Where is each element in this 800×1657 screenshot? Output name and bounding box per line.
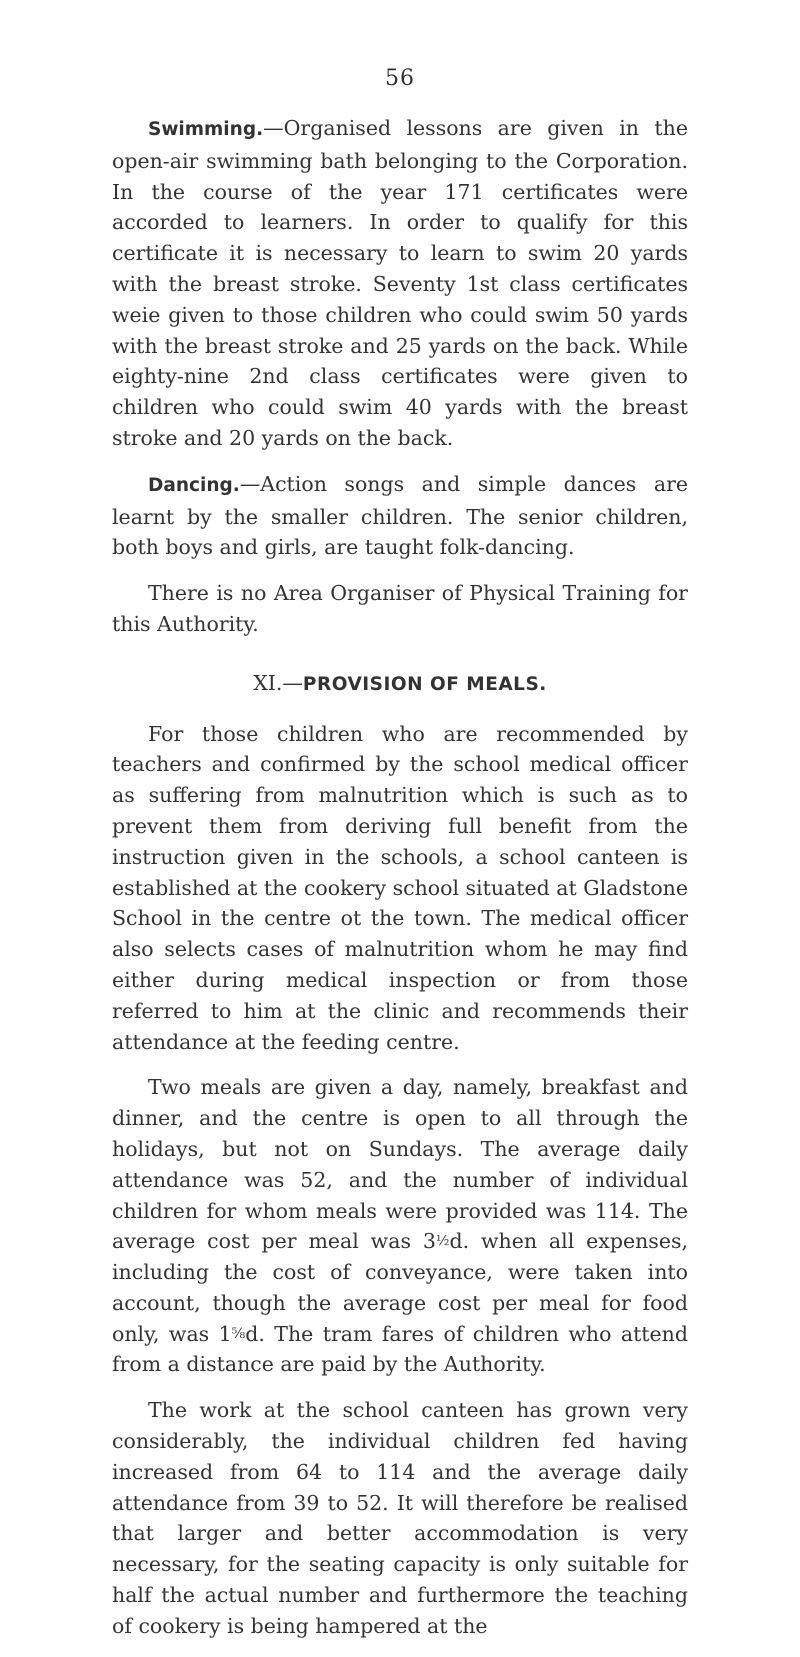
section-heading [112, 668, 688, 701]
meals-paragraph-2-part-a: Two meals are given a day, namely, breakfast and dinner, and the centre is open to all through the holidays, but not on Sundays. The average daily attendance was 52, and the number of individual children for whom meals were provided was 114. The average cost per meal was 3 [112, 1075, 688, 1254]
swimming-text: —Organised lessons are given in the open-air swimming bath belonging to the Corporation. In the course of the year 171 certificates were accorded to learners. In order to qualify for this certificate it is necessary to learn to swim 20 yards with the breast stroke. Seventy 1st class certificates weie given to those children who could swim 50 yards with the breast stroke and 25 yards on the back. While eighty-nine 2nd class certificates were given to children who could swim 40 yards with the breast stroke and 20 yards on the back. [112, 116, 688, 450]
meals-paragraph-2 [112, 1072, 688, 1380]
area-organiser-paragraph: There is no Area Organiser of Physical Training for this Authority. [112, 581, 688, 636]
meals-paragraph-1: For those children who are recommended by teachers and confirmed by the school medical officer as suffering from malnutrition which is such as to prevent them from deriving full benefit from the instruction given in the schools, a school canteen is established at the cookery school situated at Gladstone School in the centre ot the town. The medical officer also selects cases of malnutrition whom he may find either during medical inspection or from those referred to him at the clinic and recommends their attendance at the feeding centre. [112, 721, 688, 1054]
page-body [112, 113, 688, 1657]
meals-paragraph-3: The work at the school canteen has grown very considerably, the individual children fed having increased from 64 to 114 and the average daily attendance from 39 to 52. It will therefore be realised that larger and better accommodation is very necessary, for the seating capacity is only suitable for half the actual number and furthermore the teaching of cookery is being hampered at the [112, 1398, 688, 1638]
section-title: PROVISION OF MEALS. [302, 673, 547, 695]
dancing-heading: Dancing. [148, 474, 240, 496]
meals-paragraph-2-part-c: d. The tram fares of children who attend from a distance are paid by the Authority. [112, 1321, 689, 1377]
meals-paragraph-2-part-b: d. when all expenses, including the cost of conveyance, were taken into account, though the average cost per meal for food only, was 1 [112, 1229, 688, 1346]
section-number: XI.— [253, 670, 303, 695]
swimming-paragraph [112, 113, 688, 454]
fraction-five-eighths: ⅝ [231, 1325, 246, 1342]
fraction-half: ½ [435, 1233, 450, 1250]
dancing-paragraph [112, 469, 688, 563]
dancing-text: —Action songs and simple dances are learnt by the smaller children. The senior children, both boys and girls, are taught folk-dancing. [112, 471, 688, 560]
swimming-heading: Swimming. [148, 119, 264, 140]
page-number: 56 [385, 66, 415, 91]
